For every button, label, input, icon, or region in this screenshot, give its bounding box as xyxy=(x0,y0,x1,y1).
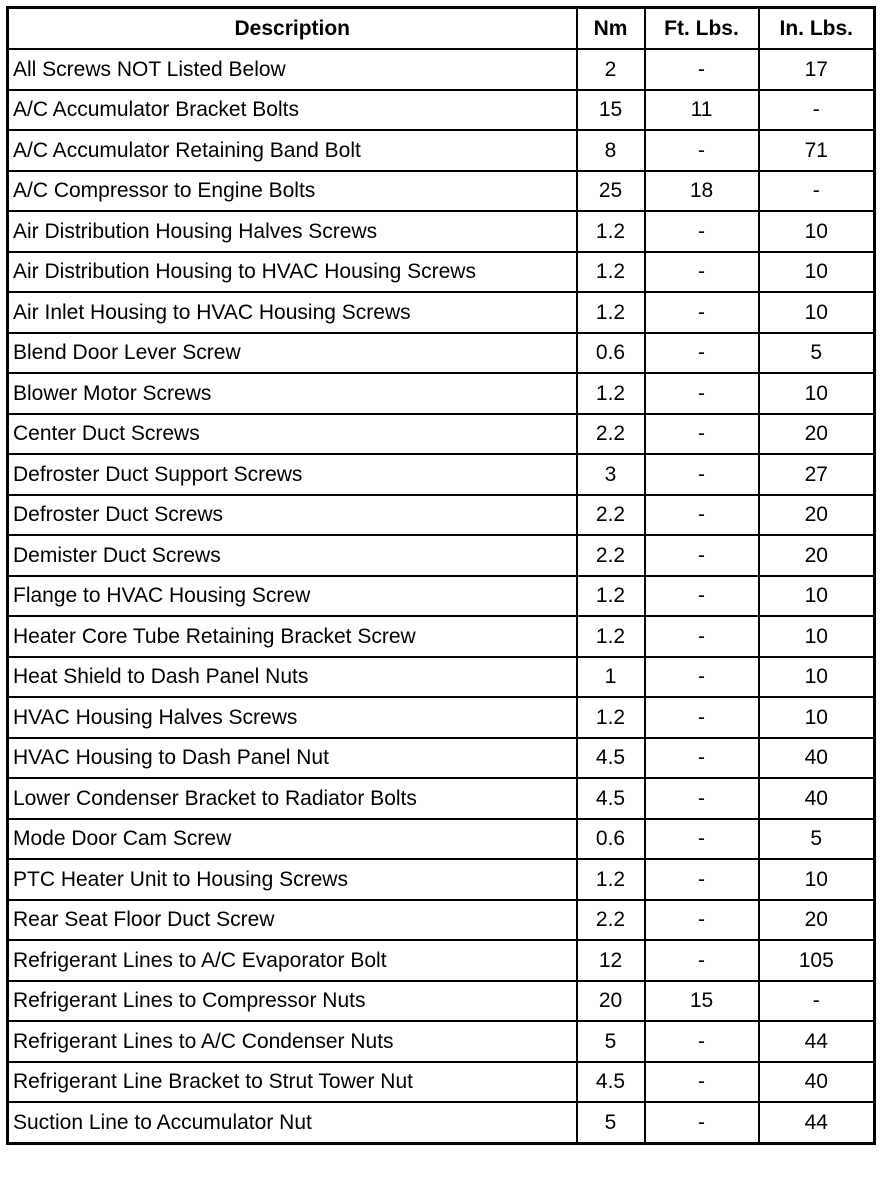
table-row xyxy=(8,859,875,900)
cell-in-lbs: 105 xyxy=(759,940,875,981)
cell-nm: 4.5 xyxy=(577,1062,645,1103)
cell-nm: 2.2 xyxy=(577,495,645,536)
cell-description: Defroster Duct Screws xyxy=(8,495,577,536)
table-row xyxy=(8,535,875,576)
cell-nm: 1.2 xyxy=(577,616,645,657)
table-row xyxy=(8,819,875,860)
header-in-lbs: In. Lbs. xyxy=(759,8,875,50)
cell-in-lbs: 10 xyxy=(759,373,875,414)
cell-ft-lbs: 11 xyxy=(645,90,759,131)
cell-nm: 2.2 xyxy=(577,535,645,576)
cell-description: Refrigerant Lines to Compressor Nuts xyxy=(8,981,577,1022)
cell-in-lbs: 20 xyxy=(759,414,875,455)
cell-description: Mode Door Cam Screw xyxy=(8,819,577,860)
cell-nm: 0.6 xyxy=(577,819,645,860)
cell-nm: 4.5 xyxy=(577,778,645,819)
cell-nm: 1.2 xyxy=(577,576,645,617)
cell-ft-lbs: 15 xyxy=(645,981,759,1022)
table-row xyxy=(8,900,875,941)
table-row xyxy=(8,616,875,657)
table-row xyxy=(8,738,875,779)
cell-ft-lbs: - xyxy=(645,292,759,333)
torque-spec-table xyxy=(6,6,876,1145)
cell-description: Refrigerant Lines to A/C Evaporator Bolt xyxy=(8,940,577,981)
cell-description: A/C Accumulator Retaining Band Bolt xyxy=(8,130,577,171)
table-row xyxy=(8,495,875,536)
cell-nm: 15 xyxy=(577,90,645,131)
cell-nm: 1.2 xyxy=(577,373,645,414)
cell-description: Blend Door Lever Screw xyxy=(8,333,577,374)
cell-ft-lbs: - xyxy=(645,859,759,900)
cell-in-lbs: 5 xyxy=(759,819,875,860)
cell-description: Rear Seat Floor Duct Screw xyxy=(8,900,577,941)
cell-description: HVAC Housing to Dash Panel Nut xyxy=(8,738,577,779)
table-row xyxy=(8,1062,875,1103)
cell-description: Flange to HVAC Housing Screw xyxy=(8,576,577,617)
cell-nm: 12 xyxy=(577,940,645,981)
cell-description: Demister Duct Screws xyxy=(8,535,577,576)
cell-in-lbs: 40 xyxy=(759,1062,875,1103)
cell-in-lbs: 20 xyxy=(759,535,875,576)
header-description: Description xyxy=(8,8,577,50)
cell-nm: 2.2 xyxy=(577,900,645,941)
table-header-row xyxy=(8,8,875,50)
cell-ft-lbs: - xyxy=(645,1102,759,1143)
header-ft-lbs: Ft. Lbs. xyxy=(645,8,759,50)
cell-description: Lower Condenser Bracket to Radiator Bolts xyxy=(8,778,577,819)
cell-in-lbs: 71 xyxy=(759,130,875,171)
table-row xyxy=(8,252,875,293)
cell-ft-lbs: - xyxy=(645,616,759,657)
cell-description: Defroster Duct Support Screws xyxy=(8,454,577,495)
table-row xyxy=(8,778,875,819)
cell-description: Refrigerant Line Bracket to Strut Tower Nut xyxy=(8,1062,577,1103)
cell-in-lbs: 20 xyxy=(759,900,875,941)
table-row xyxy=(8,981,875,1022)
cell-in-lbs: 10 xyxy=(759,292,875,333)
cell-in-lbs: - xyxy=(759,171,875,212)
cell-nm: 0.6 xyxy=(577,333,645,374)
cell-description: HVAC Housing Halves Screws xyxy=(8,697,577,738)
cell-ft-lbs: - xyxy=(645,495,759,536)
table-row xyxy=(8,171,875,212)
table-row xyxy=(8,1102,875,1143)
cell-ft-lbs: - xyxy=(645,1062,759,1103)
cell-nm: 1.2 xyxy=(577,292,645,333)
cell-description: Refrigerant Lines to A/C Condenser Nuts xyxy=(8,1021,577,1062)
cell-ft-lbs: - xyxy=(645,535,759,576)
table-row xyxy=(8,414,875,455)
table-row xyxy=(8,657,875,698)
cell-nm: 1.2 xyxy=(577,211,645,252)
cell-in-lbs: 27 xyxy=(759,454,875,495)
cell-description: A/C Accumulator Bracket Bolts xyxy=(8,90,577,131)
table-row xyxy=(8,373,875,414)
table-row xyxy=(8,292,875,333)
table-row xyxy=(8,130,875,171)
cell-ft-lbs: - xyxy=(645,414,759,455)
cell-ft-lbs: - xyxy=(645,454,759,495)
cell-ft-lbs: - xyxy=(645,819,759,860)
table-row xyxy=(8,90,875,131)
cell-description: PTC Heater Unit to Housing Screws xyxy=(8,859,577,900)
cell-in-lbs: - xyxy=(759,90,875,131)
cell-ft-lbs: - xyxy=(645,697,759,738)
table-row xyxy=(8,211,875,252)
cell-description: Suction Line to Accumulator Nut xyxy=(8,1102,577,1143)
cell-in-lbs: 10 xyxy=(759,697,875,738)
cell-nm: 1.2 xyxy=(577,859,645,900)
cell-in-lbs: 17 xyxy=(759,49,875,90)
cell-ft-lbs: - xyxy=(645,576,759,617)
cell-in-lbs: 44 xyxy=(759,1021,875,1062)
cell-description: Air Inlet Housing to HVAC Housing Screws xyxy=(8,292,577,333)
cell-nm: 5 xyxy=(577,1021,645,1062)
cell-in-lbs: 40 xyxy=(759,738,875,779)
cell-in-lbs: 10 xyxy=(759,252,875,293)
cell-in-lbs: 20 xyxy=(759,495,875,536)
cell-in-lbs: 10 xyxy=(759,576,875,617)
cell-nm: 2.2 xyxy=(577,414,645,455)
cell-description: Blower Motor Screws xyxy=(8,373,577,414)
cell-description: Air Distribution Housing to HVAC Housing Screws xyxy=(8,252,577,293)
cell-ft-lbs: - xyxy=(645,373,759,414)
cell-ft-lbs: - xyxy=(645,900,759,941)
cell-ft-lbs: - xyxy=(645,130,759,171)
cell-description: A/C Compressor to Engine Bolts xyxy=(8,171,577,212)
cell-ft-lbs: - xyxy=(645,940,759,981)
cell-ft-lbs: - xyxy=(645,778,759,819)
cell-in-lbs: 5 xyxy=(759,333,875,374)
cell-nm: 1 xyxy=(577,657,645,698)
cell-in-lbs: 44 xyxy=(759,1102,875,1143)
table-row xyxy=(8,697,875,738)
cell-in-lbs: 10 xyxy=(759,616,875,657)
cell-nm: 5 xyxy=(577,1102,645,1143)
table-row xyxy=(8,49,875,90)
cell-description: Heat Shield to Dash Panel Nuts xyxy=(8,657,577,698)
table-row xyxy=(8,576,875,617)
cell-ft-lbs: - xyxy=(645,49,759,90)
table-row xyxy=(8,333,875,374)
cell-description: Heater Core Tube Retaining Bracket Screw xyxy=(8,616,577,657)
cell-ft-lbs: - xyxy=(645,211,759,252)
cell-nm: 3 xyxy=(577,454,645,495)
cell-nm: 8 xyxy=(577,130,645,171)
cell-nm: 1.2 xyxy=(577,697,645,738)
table-row xyxy=(8,1021,875,1062)
cell-ft-lbs: - xyxy=(645,657,759,698)
cell-nm: 1.2 xyxy=(577,252,645,293)
cell-nm: 2 xyxy=(577,49,645,90)
table-row xyxy=(8,454,875,495)
cell-in-lbs: 10 xyxy=(759,657,875,698)
cell-nm: 4.5 xyxy=(577,738,645,779)
header-nm: Nm xyxy=(577,8,645,50)
cell-description: Center Duct Screws xyxy=(8,414,577,455)
cell-in-lbs: 10 xyxy=(759,211,875,252)
cell-description: Air Distribution Housing Halves Screws xyxy=(8,211,577,252)
cell-ft-lbs: - xyxy=(645,738,759,779)
cell-ft-lbs: - xyxy=(645,1021,759,1062)
cell-nm: 20 xyxy=(577,981,645,1022)
cell-in-lbs: - xyxy=(759,981,875,1022)
cell-description: All Screws NOT Listed Below xyxy=(8,49,577,90)
cell-ft-lbs: 18 xyxy=(645,171,759,212)
table-row xyxy=(8,940,875,981)
cell-nm: 25 xyxy=(577,171,645,212)
cell-in-lbs: 40 xyxy=(759,778,875,819)
cell-ft-lbs: - xyxy=(645,252,759,293)
cell-ft-lbs: - xyxy=(645,333,759,374)
cell-in-lbs: 10 xyxy=(759,859,875,900)
